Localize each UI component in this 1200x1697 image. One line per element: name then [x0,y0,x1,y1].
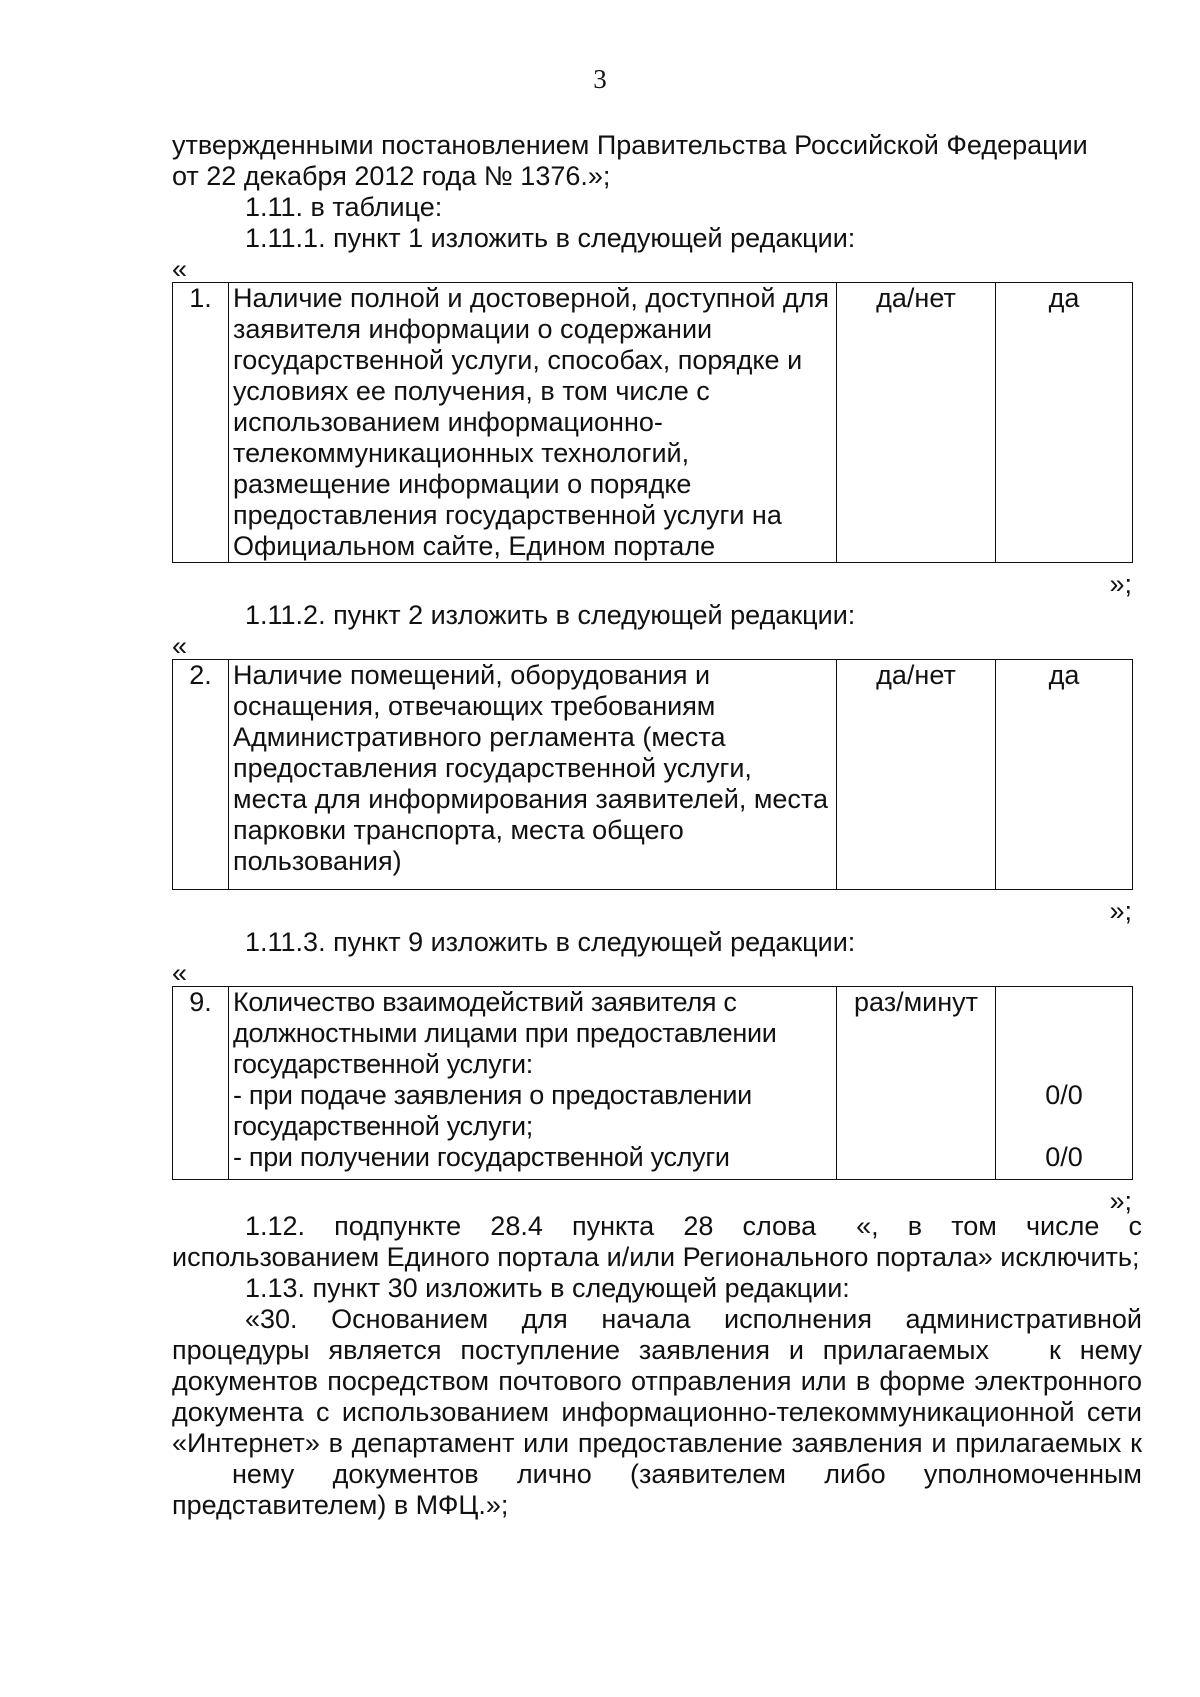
table-row [173,660,1133,890]
row-value: 0/0 [1045,1142,1083,1172]
row-description: Наличие полной и достоверной, доступной для заявителя информации о содержании государственной услуги, способах, порядке и условиях ее получения, в том числе с использованием информационно-телекоммуникационных технологий, размещение информации о порядке предоставления государственной услуги на Официальном сайте, Едином портале [229,283,837,563]
item-1-12 [172,1211,1142,1273]
close-quote: »; [1109,569,1132,599]
row-value: да [996,660,1133,890]
table-row [173,987,1133,1180]
section-heading-2: 1.11.2. пункт 2 изложить в следующей редакции: [245,600,856,630]
item-1-11: 1.11. в таблице: [245,192,443,222]
item-1-12-part2: «, в том числе с использованием Единого портала и/или Регионального портала» исключить; [172,1211,1142,1272]
item-30-part3: нему документов лично (заявителем либо уполномоченным представителем) в МФЦ.»; [172,1459,1142,1520]
page-number: 3 [593,64,607,94]
row-number: 2. [173,660,229,890]
row-unit: да/нет [837,660,996,890]
close-quote: »; [1109,896,1132,926]
row-values [996,987,1133,1180]
row-unit: да/нет [837,283,996,563]
close-quote: »; [1109,1186,1132,1216]
desc-line: - при получении государственной услуги [233,1142,730,1172]
row-description [229,987,837,1180]
row-unit: раз/минут [837,987,996,1180]
amendment-table-3 [172,986,1133,1180]
intro-line-1: утвержденными постановлением Правительства Российской Федерации [172,130,1088,160]
item-30-part1: «30. Основанием для начала исполнения административной процедуры является поступление заявления и прилагаемых [172,1304,1142,1365]
intro-line-2: от 22 декабря 2012 года № 1376.»; [172,161,611,191]
document-body [172,130,1142,1521]
open-quote: « [172,254,188,284]
amendment-table-2 [172,659,1133,890]
section-heading-3: 1.11.3. пункт 9 изложить в следующей редакции: [245,927,856,957]
amendment-table-1 [172,282,1133,563]
row-value: 0/0 [1045,1080,1083,1110]
desc-line: Количество взаимодействий заявителя с должностными лицами при предоставлении государственной услуги: [233,987,777,1079]
item-30-text [172,1304,1142,1521]
table-row [173,283,1133,563]
item-1-13: 1.13. пункт 30 изложить в следующей редакции: [245,1273,850,1303]
row-number: 9. [173,987,229,1180]
item-30-part2: к нему документов посредством почтового отправления или в форме электронного документа с использованием информационно-телекоммуникационной сети «Интернет» в департамент или предоставление заявления и прилагаемых к [172,1335,1142,1458]
open-quote: « [172,958,188,988]
section-heading-1: 1.11.1. пункт 1 изложить в следующей редакции: [245,223,856,253]
row-description: Наличие помещений, оборудования и оснащения, отвечающих требованиям Административного регламента (места предоставления государственной услуги, места для информирования заявителей, места парковки транспорта, места общего пользования) [229,660,837,890]
open-quote: « [172,631,188,661]
row-number: 1. [173,283,229,563]
desc-line: - при подаче заявления о предоставлении государственной услуги; [233,1080,752,1141]
item-1-12-part1: 1.12. подпункте 28.4 пункта 28 слова [245,1211,817,1241]
row-value: да [996,283,1133,563]
